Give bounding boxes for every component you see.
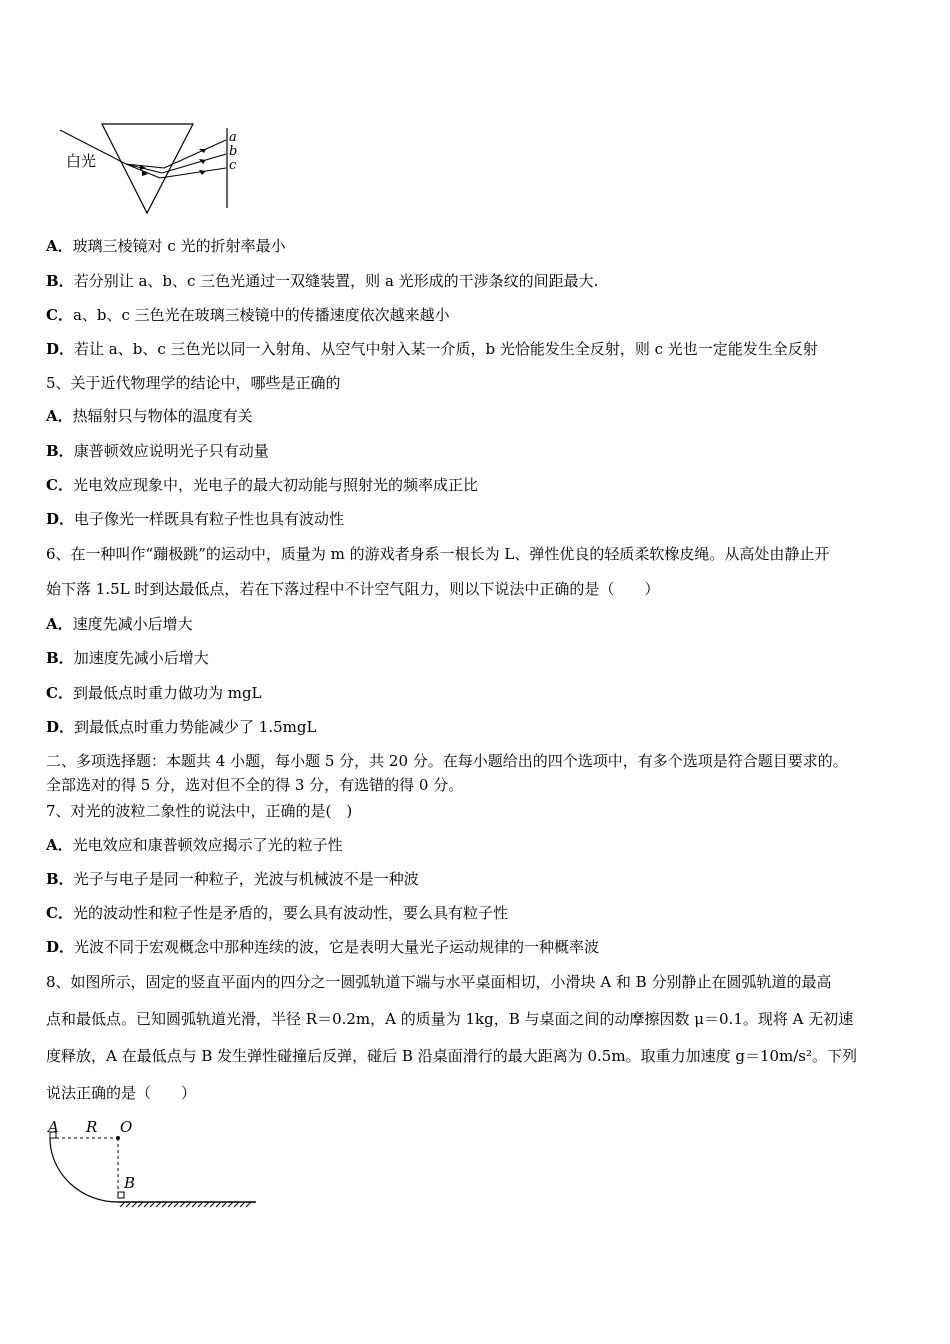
label-a: a — [229, 130, 237, 145]
q7-stem: 7、对光的波粒二象性的说法中，正确的是( ) — [46, 802, 353, 820]
arc-label-r: R — [86, 1118, 98, 1136]
q6-stem-line2: 始下落 1.5L 时到达最低点，若在下落过程中不计空气阻力，则以下说法中正确的是（ ） — [46, 580, 660, 598]
q8-line3: 度释放，A 在最低点与 B 发生弹性碰撞后反弹，碰后 B 沿桌面滑行的最大距离为 0.5m。取重力加速度 g＝10m/s²。下列 — [46, 1047, 858, 1065]
arc-label-a: A — [48, 1118, 59, 1136]
q5-option-d: D．电子像光一样既具有粒子性也具有波动性 — [46, 510, 345, 528]
q7-option-c: C．光的波动性和粒子性是矛盾的，要么具有波动性，要么具有粒子性 — [46, 904, 508, 922]
out-ray-b — [162, 154, 226, 173]
q7-option-b: B．光子与电子是同一种粒子，光波与机械波不是一种波 — [46, 870, 419, 888]
arc-label-b: B — [124, 1174, 136, 1192]
q4-option-b: B．若分别让 a、b、c 三色光通过一双缝装置，则 a 光形成的干涉条纹的间距最大. — [46, 272, 599, 290]
label-c: c — [229, 158, 237, 173]
q5-option-c: C．光电效应现象中，光电子的最大初动能与照射光的频率成正比 — [46, 476, 478, 494]
q6-stem-line1: 6、在一种叫作“蹦极跳”的运动中，质量为 m 的游戏者身系一根长为 L、弹性优良的轻质柔软橡皮绳。从高处由静止开 — [46, 545, 830, 563]
arc-track-figure — [44, 1118, 264, 1213]
white-light-label: 白光 — [66, 152, 97, 170]
q5-option-a: A．热辐射只与物体的温度有关 — [46, 407, 253, 425]
q6-option-c: C．到最低点时重力做功为 mgL — [46, 684, 262, 702]
q4-option-d: D．若让 a、b、c 三色光以同一入射角、从空气中射入某一介质，b 光恰能发生全反射，则 c 光也一定能发生全反射 — [46, 340, 818, 358]
q8-line1: 8、如图所示，固定的竖直平面内的四分之一圆弧轨道下端与水平桌面相切，小滑块 A 和 B 分别静止在圆弧轨道的最高 — [46, 973, 832, 991]
q6-option-b: B．加速度先减小后增大 — [46, 649, 209, 667]
arc-path — [50, 1138, 118, 1202]
label-b: b — [229, 144, 238, 159]
q8-line2: 点和最低点。已知圆弧轨道光滑，半径 R＝0.2m，A 的质量为 1kg，B 与桌面之间的动摩擦因数 μ＝0.1。现将 A 无初速 — [46, 1010, 854, 1028]
out-ray-a — [164, 140, 226, 168]
section2-line2: 全部选对的得 5 分，选对但不全的得 3 分，有选错的得 0 分。 — [46, 776, 464, 794]
center-dot — [116, 1136, 120, 1140]
q8-line4: 说法正确的是（ ） — [46, 1084, 197, 1102]
section2-line1: 二、多项选择题：本题共 4 小题，每小题 5 分，共 20 分。在每小题给出的四个选项中，有多个选项是符合题目要求的。 — [46, 752, 848, 770]
q7-option-a: A．光电效应和康普顿效应揭示了光的粒子性 — [46, 836, 343, 854]
arc-label-o: O — [120, 1118, 133, 1136]
arrow-a — [199, 149, 206, 153]
q6-option-a: A．速度先减小后增大 — [46, 615, 193, 633]
q5-option-b: B．康普顿效应说明光子只有动量 — [46, 442, 269, 460]
prism-triangle — [102, 124, 193, 213]
q4-option-c: C．a、b、c 三色光在玻璃三棱镜中的传播速度依次越来越小 — [46, 306, 450, 324]
block-b — [118, 1192, 124, 1198]
arc-track-diagram — [44, 1118, 264, 1213]
q6-option-d: D．到最低点时重力势能减少了 1.5mgL — [46, 718, 317, 736]
prism-figure — [56, 120, 256, 220]
q4-option-a: A．玻璃三棱镜对 c 光的折射率最小 — [46, 237, 286, 255]
q5-stem: 5、关于近代物理学的结论中，哪些是正确的 — [46, 374, 341, 392]
q7-option-d: D．光波不同于宏观概念中那种连续的波，它是表明大量光子运动规律的一种概率波 — [46, 938, 600, 956]
